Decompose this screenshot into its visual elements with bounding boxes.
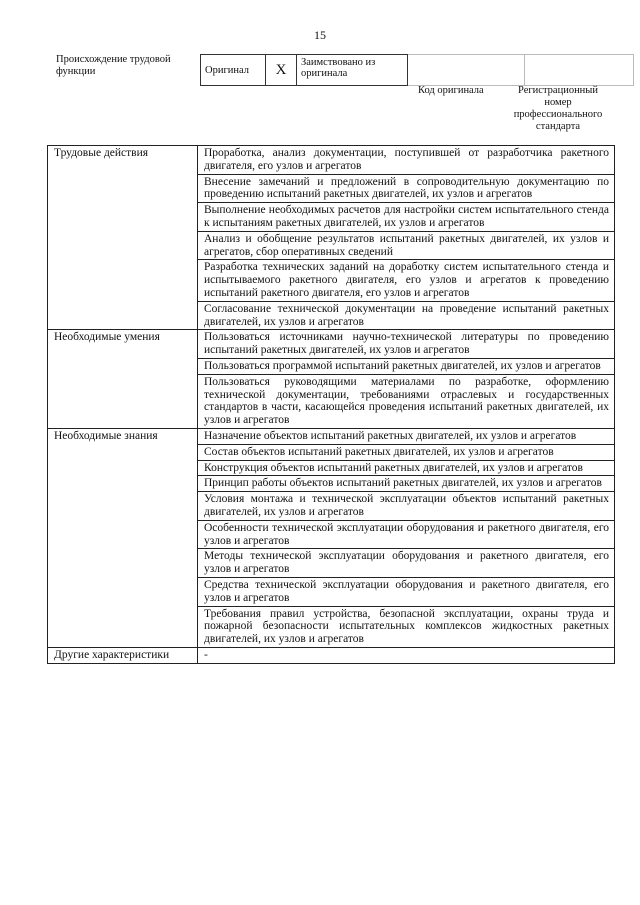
table-cell-item: Пользоваться программой испытаний ракетных двигателей, их узлов и агрегатов bbox=[198, 358, 615, 374]
table-row bbox=[48, 647, 615, 663]
table-cell-item: Пользоваться руководящими материалами по разработке, оформлению технической документации, требованиями отраслевых и государственных стандартов в части, касающейся проведения испытаний ракетных двигателей, их узлов и агрегатов bbox=[198, 374, 615, 428]
code-cell bbox=[408, 55, 525, 86]
table-cell-item: Требования правил устройства, безопасной эксплуатации, охраны труда и пожарной безопасности испытательных комплексов жидкостных ракетных двигателей, их узлов и агрегатов bbox=[198, 606, 615, 647]
table-cell-item: Принцип работы объектов испытаний ракетных двигателей, их узлов и агрегатов bbox=[198, 476, 615, 492]
table-cell-item: Особенности технической эксплуатации оборудования и ракетного двигателя, его узлов и агрегатов bbox=[198, 520, 615, 549]
table-cell-item: Проработка, анализ документации, поступившей от разработчика ракетного двигателя, его узлов и агрегатов bbox=[198, 146, 615, 175]
reg-caption: Регистрационный номер профессионального стандарта bbox=[513, 85, 603, 132]
table-cell-item: Выполнение необходимых расчетов для настройки систем испытательного стенда к испытаниям ракетных двигателей, их узлов и агрегатов bbox=[198, 203, 615, 232]
table-cell-item: Анализ и обобщение результатов испытаний ракетных двигателей, их узлов и агрегатов, сбор оперативных сведений bbox=[198, 231, 615, 260]
table-row bbox=[48, 428, 615, 444]
original-mark: X bbox=[266, 55, 297, 86]
table-cell-item: Условия монтажа и технической эксплуатации объектов испытаний ракетных двигателей, их узлов и агрегатов bbox=[198, 492, 615, 521]
table-cell-item: - bbox=[198, 647, 615, 663]
reg-number-cell bbox=[525, 55, 634, 86]
table-cell-item: Методы технической эксплуатации оборудования и ракетного двигателя, его узлов и агрегатов bbox=[198, 549, 615, 578]
group-label: Другие характеристики bbox=[48, 647, 198, 663]
table-cell-item: Согласование технической документации на проведение испытаний ракетных двигателей, их узлов и агрегатов bbox=[198, 301, 615, 330]
table-cell-item: Назначение объектов испытаний ракетных двигателей, их узлов и агрегатов bbox=[198, 428, 615, 444]
original-cell: Оригинал bbox=[201, 55, 266, 86]
origin-label: Происхождение трудовой функции bbox=[56, 54, 171, 77]
table-cell-item: Пользоваться источниками научно-технической литературы по проведению испытаний ракетных двигателей, их узлов и агрегатов bbox=[198, 330, 615, 359]
code-caption: Код оригинала bbox=[418, 85, 484, 96]
group-label: Трудовые действия bbox=[48, 146, 198, 330]
labor-function-table bbox=[47, 145, 615, 664]
table-cell-item: Конструкция объектов испытаний ракетных двигателей, их узлов и агрегатов bbox=[198, 460, 615, 476]
table-cell-item: Внесение замечаний и предложений в сопроводительную документацию по проведению испытаний ракетных двигателей, их узлов и агрегатов bbox=[198, 174, 615, 203]
group-label: Необходимые знания bbox=[48, 428, 198, 647]
table-row bbox=[48, 146, 615, 175]
group-label: Необходимые умения bbox=[48, 330, 198, 429]
page-number: 15 bbox=[314, 28, 326, 42]
origin-table bbox=[200, 54, 634, 86]
table-row bbox=[48, 330, 615, 359]
table-cell-item: Средства технической эксплуатации оборудования и ракетного двигателя, его узлов и агрегатов bbox=[198, 577, 615, 606]
borrowed-cell: Заимствовано из оригинала bbox=[297, 55, 408, 86]
table-cell-item: Состав объектов испытаний ракетных двигателей, их узлов и агрегатов bbox=[198, 444, 615, 460]
table-cell-item: Разработка технических заданий на доработку систем испытательного стенда и испытываемого ракетного двигателя, его узлов и агрегатов к проведению испытаний ракетного двигателя, его узлов и агрегатов bbox=[198, 260, 615, 301]
